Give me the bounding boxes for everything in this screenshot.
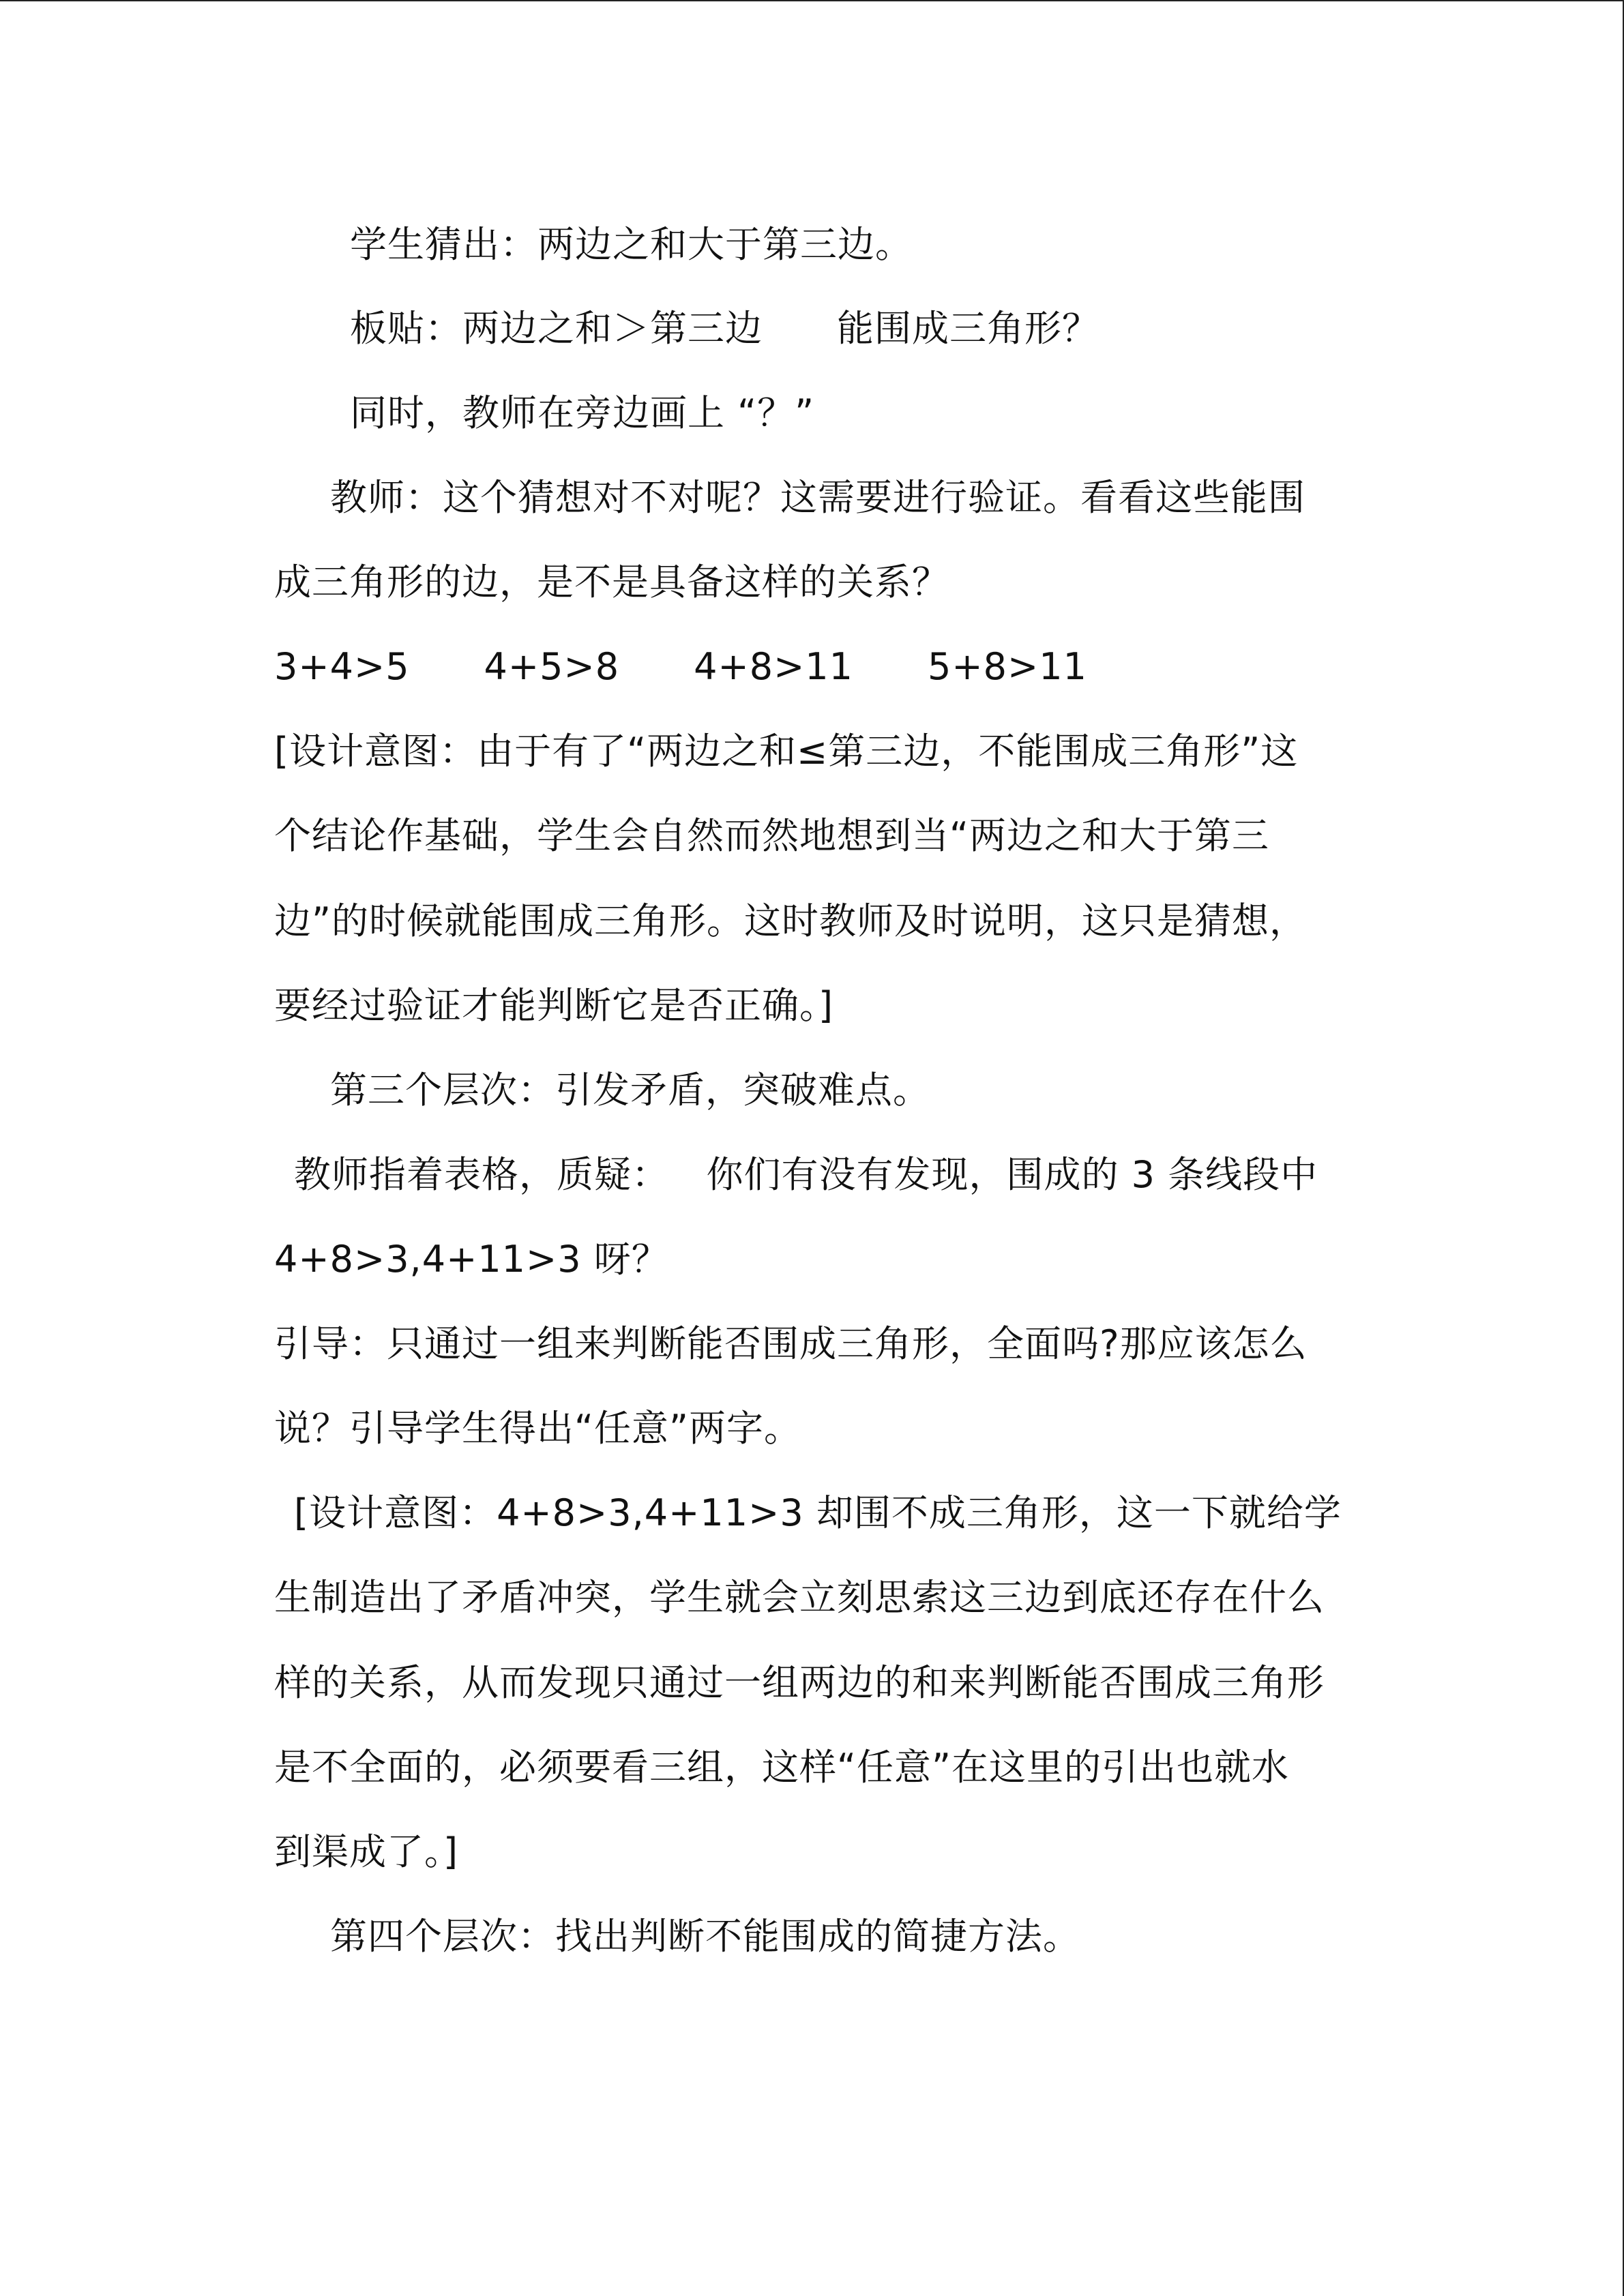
text-line: 要经过验证才能判断它是否正确。] (274, 984, 834, 1027)
text-line: 3+4>5 4+5>8 4+8>11 5+8>11 (274, 645, 1087, 688)
text-line: 第四个层次：找出判断不能围成的简捷方法。 (330, 1915, 1080, 1958)
text-line: 第三个层次：引发矛盾，突破难点。 (330, 1069, 930, 1112)
text-line: 成三角形的边，是不是具备这样的关系？ (274, 561, 949, 603)
text-line: 4+8>3,4+11>3 呀？ (274, 1238, 669, 1281)
text-line: 说？引导学生得出“任意”两字。 (274, 1407, 801, 1450)
text-line: [设计意图：4+8>3,4+11>3 却围不成三角形，这一下就给学 (294, 1491, 1342, 1534)
text-line: 边”的时候就能围成三角形。这时教师及时说明，这只是猜想， (274, 899, 1307, 942)
text-line: 样的关系，从而发现只通过一组两边的和来判断能否围成三角形 (274, 1661, 1325, 1704)
text-line: 生制造出了矛盾冲突，学生就会立刻思索这三边到底还存在什么 (274, 1576, 1325, 1619)
text-line: 到渠成了。] (274, 1830, 459, 1873)
text-line: 引导：只通过一组来判断能否围成三角形，全面吗?那应该怎么 (274, 1322, 1308, 1365)
text-line: 板贴：两边之和＞第三边 能围成三角形？ (350, 307, 1099, 350)
text-line: [设计意图：由于有了“两边之和≤第三边，不能围成三角形”这 (274, 730, 1299, 773)
text-line: 教师指着表格，质疑： 你们有没有发现，围成的 3 条线段中 (294, 1153, 1318, 1196)
text-line: 教师：这个猜想对不对呢？这需要进行验证。看看这些能围 (330, 476, 1305, 519)
text-line: 同时，教师在旁边画上 “？” (350, 391, 815, 434)
text-line: 个结论作基础，学生会自然而然地想到当“两边之和大于第三 (274, 814, 1269, 857)
text-line: 学生猜出：两边之和大于第三边。 (350, 223, 913, 266)
text-line: 是不全面的，必须要看三组，这样“任意”在这里的引出也就水 (274, 1746, 1289, 1789)
